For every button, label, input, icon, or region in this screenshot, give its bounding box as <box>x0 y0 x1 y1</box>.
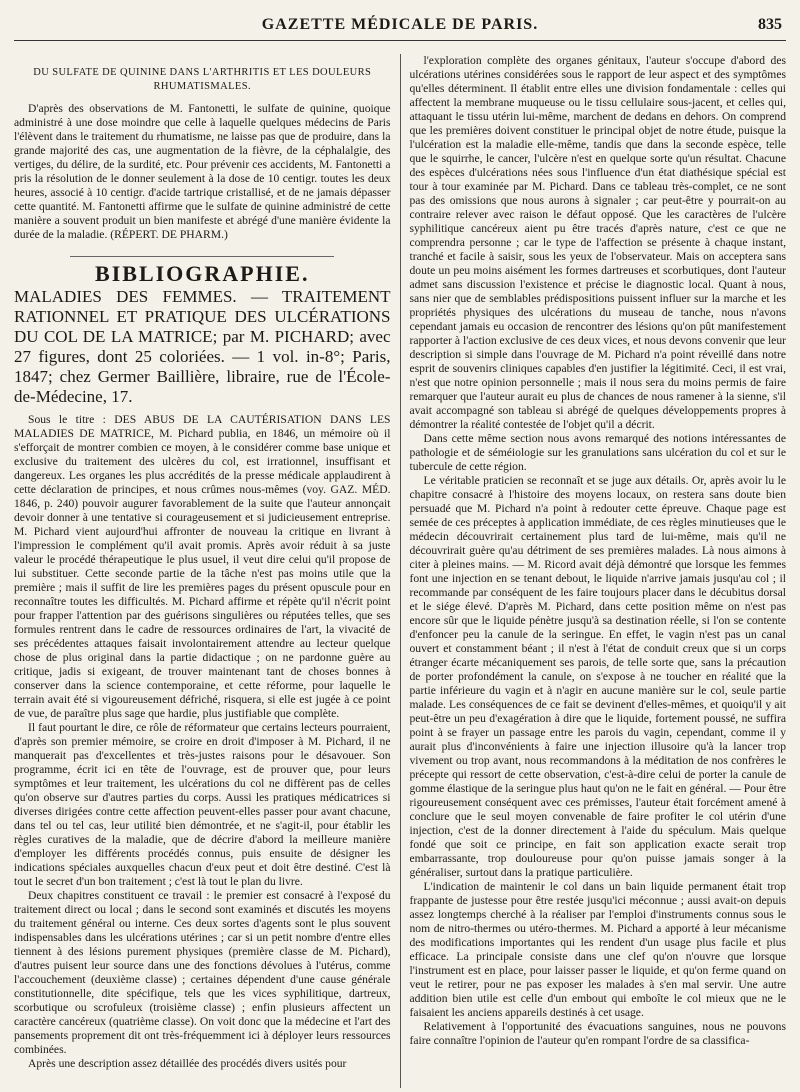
paragraph: Dans cette même section nous avons remarqué des notions intéressantes de pathologie et de séméiologie sur les granulations sans ulcération du col et sur le tubercule de cette région. <box>409 432 786 473</box>
divider <box>70 256 334 257</box>
page-header <box>14 14 786 41</box>
left-column <box>14 54 401 1088</box>
page-number: 835 <box>758 16 782 33</box>
two-column-body <box>14 54 786 1088</box>
bibliography-title: BIBLIOGRAPHIE. <box>95 261 310 286</box>
paragraph: L'indication de maintenir le col dans un bain liquide permanent était trop frappante de justesse pour être restée jusqu'ici méconnue ; aussi avait-on depuis assez longtemps cherché à la réaliser par l'emploi d'instruments connus sous le nom de nitro-thermes ou utéro-thermes. M. Pichard a apporté à leur mécanisme des modifications importantes qui les rendent d'un usage plus facile et plus efficace. La principale consiste dans une clef qu'on n'ouvre que lorsque l'instrument est en place, pour laisser passer le liquide, et qu'on ferme quand on veut le retirer, pour ne pas exposer les malades à s'en mal servir. Une autre addition bien utile est celle d'un embout qui emboîte le col mieux que ne le faisaient les anciens appareils destinés à cet usage. <box>409 880 786 1019</box>
journal-title: GAZETTE MÉDICALE DE PARIS. <box>261 16 539 33</box>
paragraph: Deux chapitres constituent ce travail : le premier est consacré à l'exposé du traitement direct ou local ; dans le second sont examinés et discutés les moyens du traitement général ou interne. Ces deux sortes d'agents sont le plus souvent indispensables dans les ulcérations utérines ; car si un petit nombre d'entre elles tiennent à des lésions purement physiques (première classe de M. Pichard), d'autres puisent leur source dans une des fonctions dévolues à l'utérus, comme l'accouchement (deuxième classe) ; certaines dépendent d'une cause générale constitutionnelle, dite spécifique, tels que les vices syphilitique, dartreux, scorbutique ou scrofuleux (troisième classe) ; enfin plusieurs affectent un caractère cancéreux (quatrième classe). On voit donc que la médecine et l'art des pansements proprement dit ont très-fréquemment ici à déployer leurs ressources combinées. <box>14 889 391 1056</box>
paragraph: l'exploration complète des organes génitaux, l'auteur s'occupe d'abord des ulcérations utérines considérées sous le rapport de leur aspect et des symptômes qu'elles déterminent. Il établit entre elles une division fondamentale : celles qui affectent la membrane muqueuse ou le tissu cellulaire sous-jacent, et celles qui, attaquant le tissu utérin lui-même, marchent de dedans en dehors. On comprend que les premières doivent constituer le principal objet de notre étude, puisque la l'ulcération est la maladie elle-même, tandis que dans la seconde espèce, telle que le squirrhe, le cancer, l'ulcère n'est en quelque sorte qu'un résultat. Chacune des espèces d'ulcérations nées sous l'influence d'un état diathésique spécial est tour à tour examinée par M. Pichard. Dans ce tableau très-complet, ce ne sont pas des omissions que nous aurons à signaler ; car peut-être y pourrait-on au contraire relever avec raison le défaut opposé. Que les caractères de l'ulcère syphilitique cancéreux aient pu être tracés d'après nature, c'est ce que ne comprendra personne ; car le type de l'affection se présente à chaque instant, tranché et facile à saisir, sous les yeux de l'observateur. Mais on acceptera sans doute un peu moins aisément les formes dartreuses et scorbutiques, dont l'auteur admet sans discussion l'existence et précise le diagnostic local. Quant à nous, sans nier que de semblables prédispositions puissent influer sur la marche et les propriétés physiques des ulcérations du museau de tanche, nous n'avons cependant jamais eu occasion de rencontrer des lésions qu'on pût manifestement rapporter à l'action exclusive de ces deux vices, et nous devons convenir que leur description si simple dans l'ouvrage de M. Pichard n'a point réveillé dans notre esprit de souvenirs cliniques capables d'en justifier la légitimité. Ceci, il est vrai, n'est que notre opinion personnelle ; mais il nous sera du moins permis de faire remarquer que l'auteur aurait eu plus de chances de nous ramener à la sienne, s'il avait accompagné son tableau si abrégé de quelques développements propres à démontrer la réalité contestée de l'objet qu'il a décrit. <box>409 54 786 431</box>
right-column <box>401 54 787 1088</box>
book-heading: MALADIES DES FEMMES. — TRAITEMENT RATIONNEL ET PRATIQUE DES ULCÉRATIONS DU COL DE LA MATRICE; par M. PICHARD; avec 27 figures, dont 25 coloriées. — 1 vol. in-8°; Paris, 1847; chez Germer Baillière, libraire, rue de l'École-de-Médecine, 17. <box>14 287 391 406</box>
paragraph: Sous le titre : DES ABUS DE LA CAUTÉRISATION DANS LES MALADIES DE MATRICE, M. Pichard publia, en 1846, un mémoire où il s'efforçait de montrer combien ce moyen, à le considérer comme base unique et exclusive du traitement des ulcères du col, est irrationnel, insuffisant et dangereux. Les organes les plus accrédités de la presse médicale applaudirent à cette déclaration de principes, et nous crûmes nous-mêmes (voy. GAZ. MÉD. 1846, p. 240) pouvoir augurer favorablement de la suite que l'auteur annonçait devoir donner à une tentative si courageusement et si judicieusement entreprise. M. Pichard vient aujourd'hui affronter de nouveau la critique en livrant à l'impression le complément qu'il avait promis. Après avoir réduit à sa juste valeur le procédé thérapeutique le plus usuel, il veut dire celui qu'il propose de lui substituer. Cette seconde partie de la tâche n'est pas moins utile que la première ; mais il suffit de lire les premières pages du présent opuscule pour en reconnaître toutes les difficultés. M. Pichard affirme et répète qu'il n'écrit point pour frapper l'attention par des guérisons singulières ou réputées telles, que ses formules rentrent dans le cadre de ressources ordinaires de l'art, la vivacité de ses précédentes attaques faisait involontairement attendre au lecteur quelque chose de plus original dans la partie didactique ; on ne pardonne guère au critique, jadis si exigeant, de trouver maintenant tant de choses bonnes à conserver dans la science contemporaine, et cette réforme, pour laquelle le terrain avait été si vigoureusement défriché, risquera, si elle est jugée à ce point de vue, de paraître plus sage que hardie, plus justifiable que complète. <box>14 413 391 720</box>
quinine-paragraph: D'après des observations de M. Fantonetti, le sulfate de quinine, quoique administré à une dose moindre que celle à laquelle quelques médecins de Paris l'élèvent dans le traitement du rhumatisme, ne laisse pas que de produire, dans la grande majorité des cas, une augmentation de la fièvre, de la céphalalgie, des vertiges, du délire, de la surdité, etc. Pour prévenir ces accidents, M. Fantonetti a pris la résolution de le donner seulement à la dose de 10 centigr. toutes les deux heures, associé à 10 centigr. d'acide tartrique cristallisé, et de ne jamais dépasser cette quantité. M. Fantonetti affirme que le sulfate de quinine administré de cette manière a souvent produit un bien manifeste et abrégé d'une manière évidente la durée de la maladie. (RÉPERT. DE PHARM.) <box>14 102 391 241</box>
paragraph: Le véritable praticien se reconnaît et se juge aux détails. Or, après avoir lu le chapitre consacré à l'histoire des moyens locaux, on restera sans doute bien persuadé que M. Pichard n'a point à redouter cette épreuve. Chaque page est semée de ces préceptes à application immédiate, de ces règles minutieuses que le médecin découvrirait certainement plus tard de lui-même, mais qu'il ne découvrirait guère qu'au détriment de ses premières malades. Là nous aimons à citer à pleines mains. — M. Ricord avait déjà démontré que lorsque les femmes font une injection en se tenant debout, le liquide n'arrive jamais jusqu'au col ; il recommande par conséquent de les faire toujours placer dans le décubitus dorsal et le siége élevé. D'après M. Pichard, dans cette position même on n'est pas encore sûr que le liquide pénètre jusqu'à sa destination réelle, si l'on se contente d'enfoncer peu la canule de la seringue. En effet, le vagin n'est pas un canal ouvert et constamment béant ; il n'est à l'état de conduit creux que si un corps étranger écarte mécaniquement ses parois, de telle sorte que, sans la précaution de porter profondément la canule, on s'expose à ne toucher en réalité que la partie inférieure du vagin et à n'agir en aucune manière sur le col, seule partie malade. Les conséquences de ce fait se devinent d'elles-mêmes, et quoiqu'il y ait peut-être un peu d'exagération à dire que le liquide, fortement poussé, ne suffira point à se frayer un passage entre les parois du vagin, cependant, comme il y aurait plus d'inconvénients à faire une injection illusoire qu'à la lancer trop vivement ou trop avant, nous recommandons à la méditation de nos confrères le précepte qui ressort de cette observation, c'est-à-dire celui de porter la canule de gomme élastique de la seringue plus haut qu'on ne le fait en général. — Pour être rigoureusement conséquent avec ces prémisses, l'auteur était forcément amené à conclure que le seul moyen convenable de faire profiter le col utérin d'une injection, c'est de la donner directement à l'aide du spéculum. Mais quelque fondé que soit ce principe, en fait son application exacte serait trop embarrassante, trop douloureuse pour qu'on puisse jamais songer à la généraliser, surtout dans la pratique particulière. <box>409 474 786 879</box>
paragraph: Relativement à l'opportunité des évacuations sanguines, nous ne pouvons faire connaître l'opinion de l'auteur qu'en rompant l'ordre de sa classifica- <box>409 1020 786 1047</box>
paragraph: Il faut pourtant le dire, ce rôle de réformateur que certains lecteurs pourraient, d'après son premier mémoire, se croire en droit d'imposer à M. Pichard, il ne manquerait pas d'excellentes et très-justes raisons pour le désavouer. Son programme, écrit ici en tête de l'ouvrage, est de prouver que, pour leurs symptômes et leur traitement, les ulcérations du col ne diffèrent pas de celles qu'on observe sur d'autres parties du corps. Aussi les pratiques médicatrices si diverses dirigées contre cette affection peuvent-elles passer pour avant chacune, dans tel ou tel cas, leur utilité bien démontrée, et ne s'agit-il, pour établir les règles curatives de la maladie, que de décrire d'abord la meilleure manière d'employer les différents procédés connus, puis ensuite de désigner les indications spéciales auxquelles chacun d'eux peut et doit être destiné. C'est là tout le secret d'un bon traitement ; c'est là tout le plan du livre. <box>14 721 391 888</box>
section-title: DU SULFATE DE QUININE DANS L'ARTHRITIS ET LES DOULEURS RHUMATISMALES. <box>33 67 372 92</box>
paragraph: Après une description assez détaillée des procédés divers usités pour <box>28 1057 347 1070</box>
